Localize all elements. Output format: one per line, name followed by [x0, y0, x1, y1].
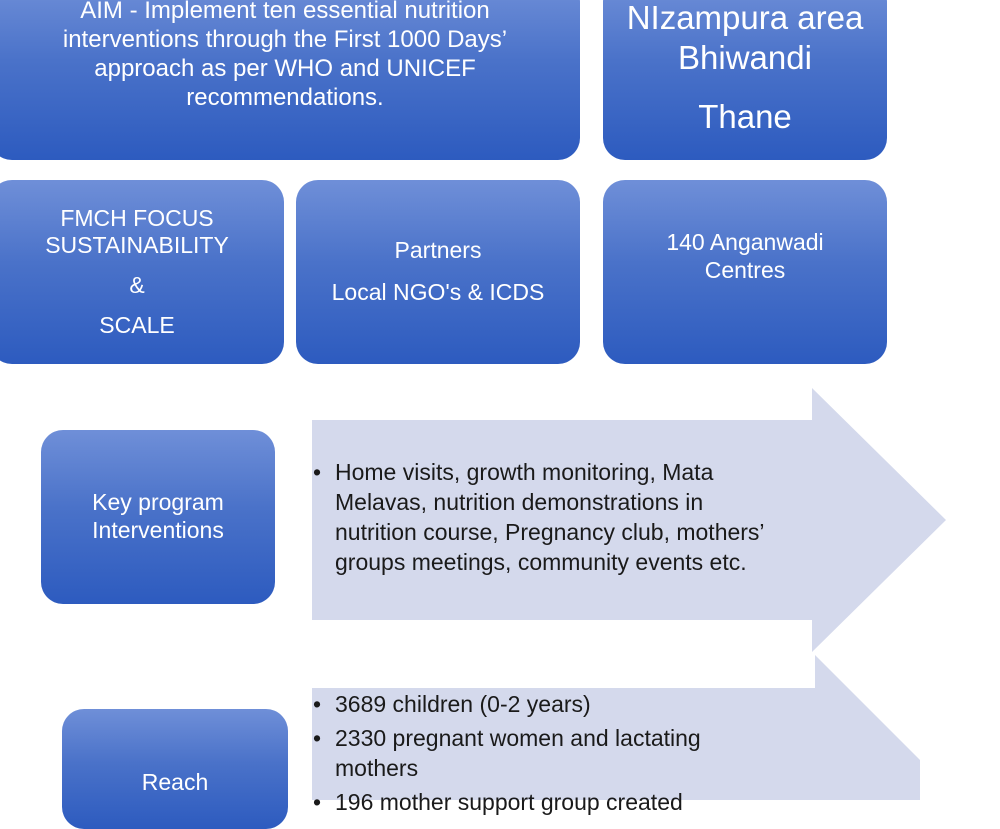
location-district: Thane: [698, 98, 792, 136]
location-city: Bhiwandi: [678, 38, 812, 76]
anganwadi-line: Centres: [704, 257, 786, 283]
reach-list: [313, 689, 783, 821]
reach-label-box: [62, 709, 288, 829]
reach-bullet: • 2330 pregnant women and lactating mothers: [313, 723, 783, 783]
location-area: NIzampura area: [626, 0, 864, 36]
interventions-label: Interventions: [92, 517, 224, 543]
anganwadi-line: 140 Anganwadi: [666, 229, 824, 256]
interventions-bullet: • Home visits, growth monitoring, Mata Melavas, nutrition demonstrations in nutrition course, Pregnancy club, mothers’ groups meetings, community events etc.: [313, 457, 783, 577]
reach-label: Reach: [141, 769, 209, 795]
aim-line: approach as per WHO and UNICEF: [94, 55, 476, 82]
aim-line: interventions through the First 1000 Days’: [62, 26, 508, 54]
focus-line: SCALE: [99, 311, 175, 338]
focus-line: &: [129, 272, 145, 298]
aim-line: AIM - Implement ten essential nutrition: [80, 0, 490, 25]
reach-bullet: • 196 mother support group created: [313, 787, 783, 817]
focus-line: SUSTAINABILITY: [45, 232, 229, 259]
partners-detail: Local NGO's & ICDS: [331, 279, 545, 305]
reach-bullet: • 3689 children (0-2 years): [313, 689, 783, 719]
interventions-label: Key program: [92, 489, 224, 516]
focus-line: FMCH FOCUS: [60, 204, 214, 231]
aim-line: recommendations.: [186, 83, 384, 111]
partners-title: Partners: [394, 237, 482, 264]
